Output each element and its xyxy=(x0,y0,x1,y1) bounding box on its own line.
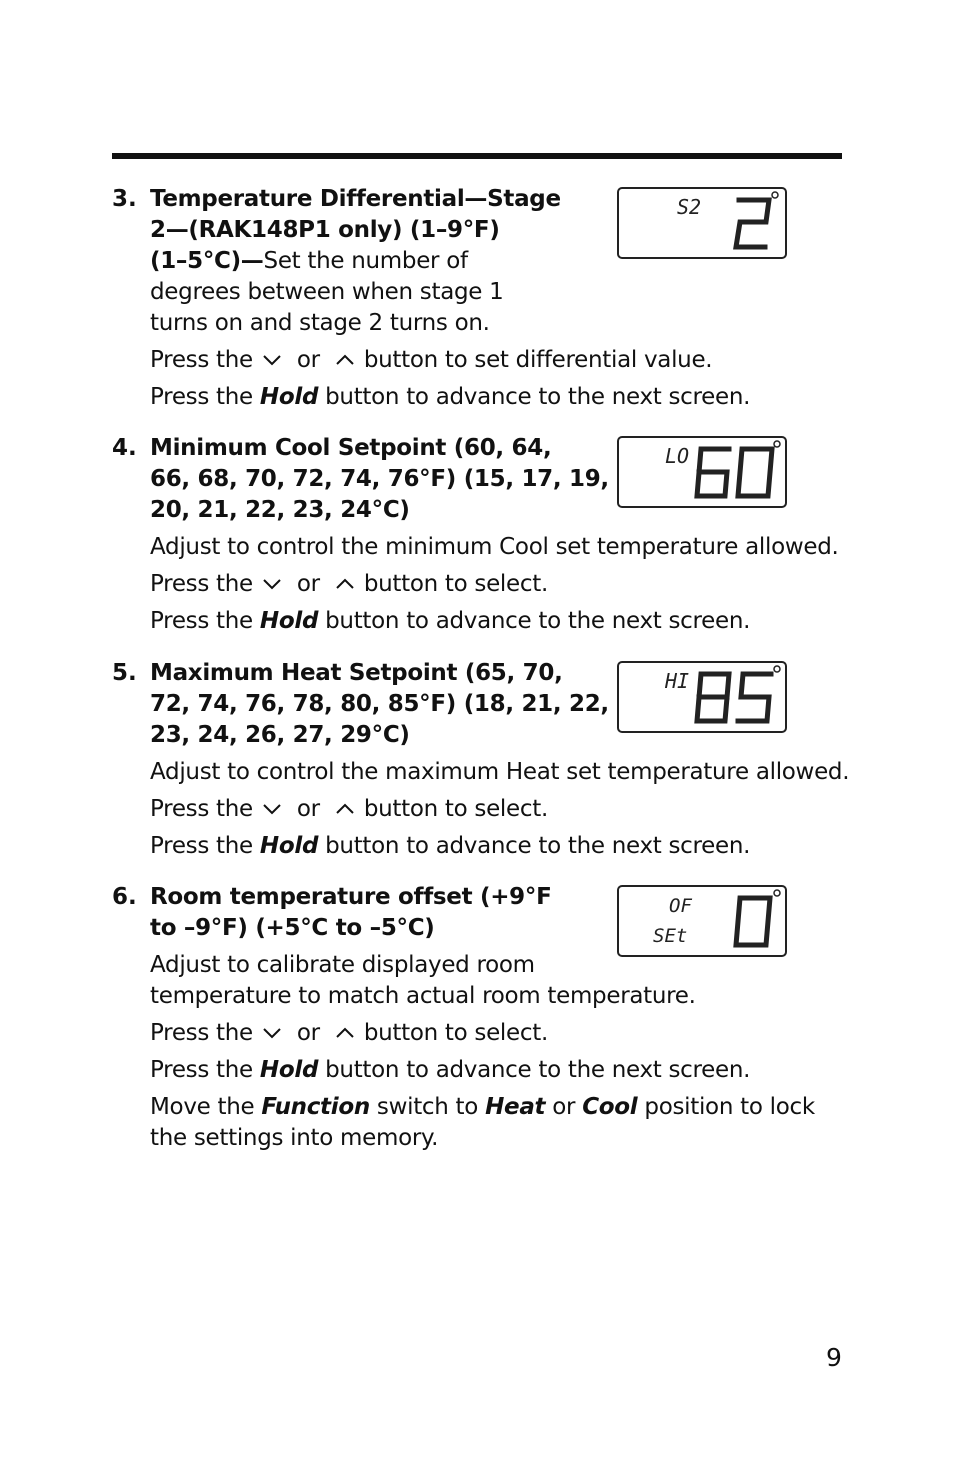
chevron-up-icon xyxy=(334,1019,356,1035)
press-instruction: Press the or button to select. xyxy=(150,1020,548,1046)
chevron-down-icon xyxy=(261,570,283,586)
step-heading: Room temperature offset (+9°F to –9°F) (+5°C to –5°C) xyxy=(150,884,552,941)
step-heading: Temperature Differential—Stage 2—(RAK148P1 only) (1–9°F) (1–5°C)—Set the number of xyxy=(150,186,561,274)
lcd-display-stage2 xyxy=(617,187,787,259)
lcd-digit-0 xyxy=(738,449,772,496)
step-number: 6. xyxy=(112,884,137,910)
lcd-digit-8 xyxy=(697,674,729,721)
lcd-digit-2 xyxy=(736,200,769,247)
lcd-label: LO xyxy=(665,444,690,468)
chevron-up-icon xyxy=(334,795,356,811)
adjust-text: Adjust to control the minimum Cool set temperature allowed. xyxy=(150,534,839,560)
step-heading: Maximum Heat Setpoint (65, 70, 72, 74, 76, 78, 80, 85°F) (18, 21, 22, 23, 24, 26, 27, 29°C) xyxy=(150,660,609,748)
step-description: degrees between when stage 1 xyxy=(150,279,504,305)
chevron-up-icon xyxy=(334,570,356,586)
page-number: 9 xyxy=(826,1343,842,1372)
hold-instruction: Press the Hold button to advance to the next screen. xyxy=(150,833,751,859)
degree-icon xyxy=(774,666,780,672)
chevron-down-icon xyxy=(261,795,283,811)
chevron-up-icon xyxy=(334,346,356,362)
chevron-down-icon xyxy=(261,346,283,362)
press-instruction: Press the or button to select. xyxy=(150,796,548,822)
degree-icon xyxy=(774,890,780,896)
lcd-display-offset xyxy=(617,885,787,957)
lcd-label-bottom: SEt xyxy=(653,925,688,947)
lcd-label: S2 xyxy=(677,195,702,219)
lcd-display-max-heat xyxy=(617,661,787,733)
chevron-down-icon xyxy=(261,1019,283,1035)
lcd-digit-0 xyxy=(736,898,770,945)
lcd-display-min-cool xyxy=(617,436,787,508)
hold-instruction: Press the Hold button to advance to the next screen. xyxy=(150,384,751,410)
hold-instruction: Press the Hold button to advance to the next screen. xyxy=(150,608,751,634)
step-description: turns on and stage 2 turns on. xyxy=(150,310,490,336)
step-heading: Minimum Cool Setpoint (60, 64, 66, 68, 70, 72, 74, 76°F) (15, 17, 19, 20, 21, 22, 23, 24°C) xyxy=(150,435,609,523)
step-number: 3. xyxy=(112,186,137,212)
adjust-text: temperature to match actual room temperature. xyxy=(150,983,696,1009)
step-number: 4. xyxy=(112,435,137,461)
lcd-digit-5 xyxy=(738,674,771,721)
press-instruction: Press the or button to select. xyxy=(150,571,548,597)
move-instruction: Move the Function switch to Heat or Cool position to lock the settings into memory. xyxy=(150,1094,815,1151)
adjust-text: Adjust to calibrate displayed room xyxy=(150,952,535,978)
lcd-digit-6 xyxy=(697,449,729,496)
degree-icon xyxy=(774,441,780,447)
hold-instruction: Press the Hold button to advance to the next screen. xyxy=(150,1057,751,1083)
step-number: 5. xyxy=(112,660,137,686)
press-instruction: Press the or button to set differential value. xyxy=(150,347,713,373)
lcd-label: HI xyxy=(665,669,690,693)
header-rule xyxy=(112,153,842,159)
degree-icon xyxy=(772,192,778,198)
lcd-label-top: OF xyxy=(669,895,692,917)
adjust-text: Adjust to control the maximum Heat set temperature allowed. xyxy=(150,759,850,785)
